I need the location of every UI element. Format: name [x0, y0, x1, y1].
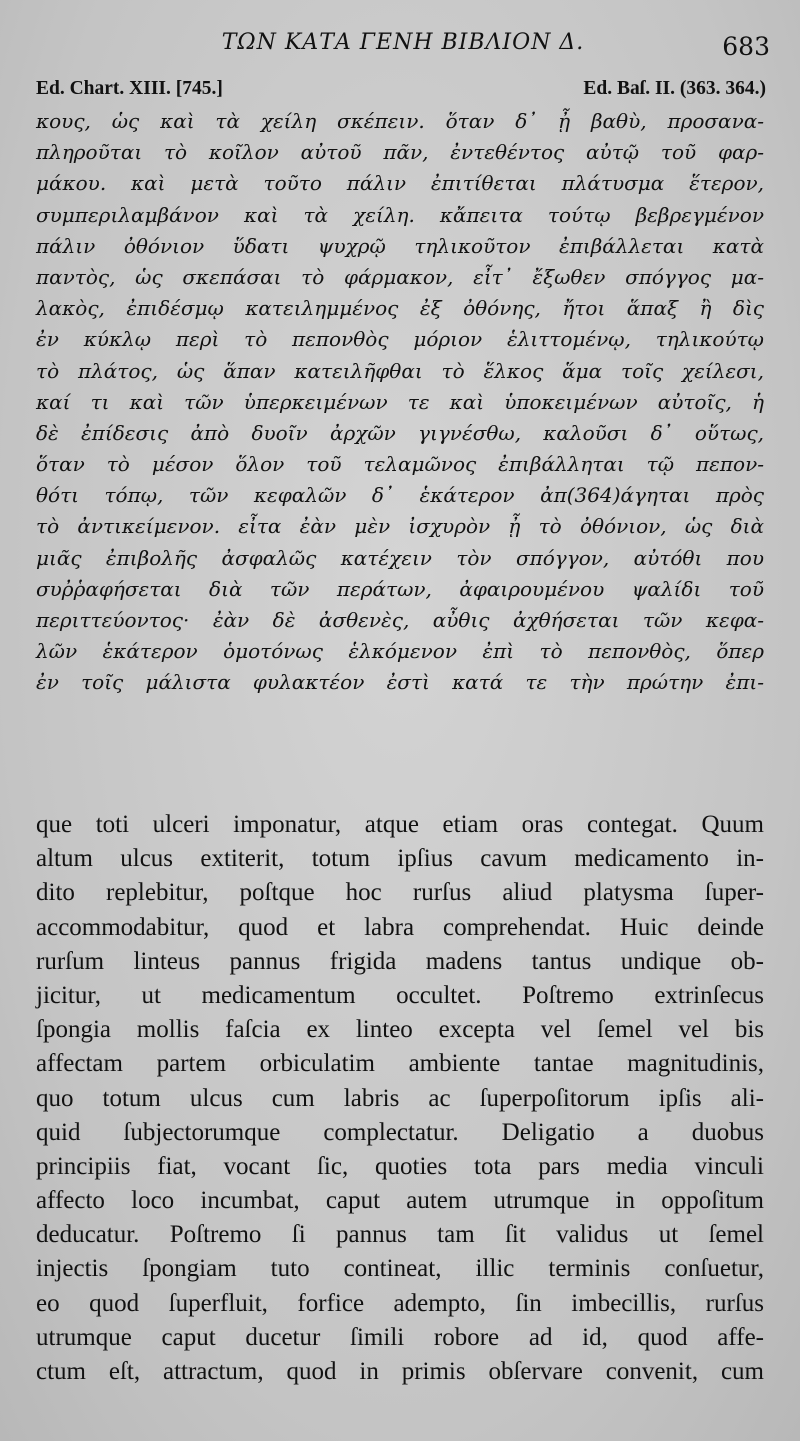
- latin-text-line: injectis ſpongiam tuto contineat, illic terminis conſuetur,: [36, 1255, 764, 1283]
- latin-text-line: quid ſubjectorumque complectatur. Deligatio a duobus: [36, 1118, 764, 1146]
- latin-text-line: altum ulcus extiterit, totum ipſius cavum medicamento in-: [36, 845, 764, 873]
- latin-text-line: rurſum linteus pannus frigida madens tantus undique ob-: [36, 947, 764, 975]
- greek-text-line: καί τι καὶ τῶν ὑπερκειμένων τε καὶ ὑποκειμένων αὐτοῖς, ἡ: [36, 389, 764, 414]
- greek-text-line: ἐν κύκλῳ περὶ τὸ πεπονθὸς μόριον ἑλιττομένῳ, τηλικούτῳ: [36, 327, 764, 352]
- greek-text-line: περιττεύοντος· ἐὰν δὲ ἀσθενὲς, αὖθις ἀχθήσεται τῶν κεφα-: [36, 608, 764, 632]
- latin-text-line: ctum eſt, attractum, quod in primis obſervare convenit, cum: [36, 1358, 764, 1385]
- greek-text-line: πάλιν ὀθόνιον ὕδατι ψυχρῷ τηλικοῦτον ἐπιβάλλεται κατὰ: [36, 233, 764, 258]
- greek-text-line: μάκου. καὶ μετὰ τοῦτο πάλιν ἐπιτίθεται πλάτυσμα ἕτερον,: [36, 171, 764, 196]
- greek-text-line: δὲ ἐπίδεσις ἀπὸ δυοῖν ἀρχῶν γιγνέσθω, καλοῦσι δ᾽ οὕτως,: [36, 420, 764, 445]
- running-title: ΤΩΝ ΚΑΤΑ ΓΕΝΗ ΒΙΒΛΙΟΝ Δ.: [221, 30, 585, 55]
- edition-reference-line: [36, 78, 766, 104]
- latin-text-line: que toti ulceri imponatur, atque etiam oras contegat. Quum: [36, 811, 764, 838]
- greek-text-line: συμπεριλαμβάνον καὶ τὰ χείλη. κἄπειτα τούτῳ βεβρεγμένον: [36, 202, 764, 227]
- latin-text-line: deducatur. Poſtremo ſi pannus tam ſit validus ut ſemel: [36, 1221, 764, 1249]
- greek-text-line: ὅταν τὸ μέσον ὅλον τοῦ τελαμῶνος ἐπιβάλληται τῷ πεπον-: [36, 452, 764, 477]
- latin-text-line: affectam partem orbiculatim ambiente tantae magnitudinis,: [36, 1050, 764, 1078]
- latin-text-line: affecto loco incumbat, caput autem utrumque in oppoſitum: [36, 1187, 764, 1215]
- greek-text-line: συῤῥαφήσεται διὰ τῶν περάτων, ἀφαιρουμένου ψαλίδι τοῦ: [36, 576, 764, 601]
- latin-text-line: dito replebitur, poſtque hoc rurſus aliud platysma ſuper-: [36, 879, 764, 907]
- latin-text-block: [36, 808, 764, 1389]
- greek-text-line: ἐν τοῖς μάλιστα φυλακτέον ἐστὶ κατά τε τὴν πρώτην ἐπι-: [36, 670, 764, 695]
- running-head: [36, 30, 770, 64]
- latin-text-line: eo quod ſuperfluit, forfice adempto, ſin imbecillis, rurſus: [36, 1289, 764, 1317]
- latin-text-line: utrumque caput ducetur ſimili robore ad id, quod affe-: [36, 1323, 764, 1351]
- greek-text-line: τὸ πλάτος, ὡς ἅπαν κατειλῆφθαι τὸ ἕλκος ἅμα τοῖς χείλεσι,: [36, 358, 764, 383]
- greek-text-line: λακὸς, ἐπιδέσμῳ κατειλημμένος ἐξ ὀθόνης, ἤτοι ἅπαξ ἢ δὶς: [36, 296, 764, 321]
- latin-text-line: principiis fiat, vocant ſic, quoties tota pars media vinculi: [36, 1152, 764, 1180]
- latin-text-line: quo totum ulcus cum labris ac ſuperpoſitorum ipſis ali-: [36, 1084, 764, 1112]
- greek-text-block: [36, 106, 764, 699]
- edition-chartier-reference: Ed. Chart. XIII. [745.]: [36, 78, 223, 99]
- greek-text-line: λῶν ἑκάτερον ὁμοτόνως ἑλκόμενον ἐπὶ τὸ πεπονθὸς, ὅπερ: [36, 639, 764, 664]
- greek-text-line: πληροῦται τὸ κοῖλον αὐτοῦ πᾶν, ἐντεθέντος αὐτῷ τοῦ φαρ-: [36, 140, 764, 165]
- greek-text-line: παντὸς, ὡς σκεπάσαι τὸ φάρμακον, εἶτ᾽ ἔξωθεν σπόγγος μα-: [36, 264, 764, 289]
- greek-text-line: θότι τόπῳ, τῶν κεφαλῶν δ᾽ ἑκάτερον ἀπ(364)άγηται πρὸς: [36, 483, 764, 508]
- latin-text-line: accommodabitur, quod et labra comprehendat. Huic deinde: [36, 913, 764, 941]
- latin-text-line: jicitur, ut medicamentum occultet. Poſtremo extrinſecus: [36, 981, 764, 1009]
- greek-text-line: κους, ὡς καὶ τὰ χείλη σκέπειν. ὅταν δ᾽ ᾖ βαθὺ, προσανα-: [36, 109, 764, 133]
- greek-text-line: τὸ ἀντικείμενον. εἶτα ἐὰν μὲν ἰσχυρὸν ᾖ τὸ ὀθόνιον, ὡς διὰ: [36, 514, 764, 539]
- edition-basel-reference: Ed. Baſ. II. (363. 364.): [583, 78, 766, 99]
- latin-text-line: ſpongia mollis faſcia ex linteo excepta vel ſemel vel bis: [36, 1016, 764, 1044]
- greek-text-line: μιᾶς ἐπιβολῆς ἀσφαλῶς κατέχειν τὸν σπόγγον, αὐτόθι που: [36, 545, 764, 570]
- page-number: 683: [722, 32, 770, 61]
